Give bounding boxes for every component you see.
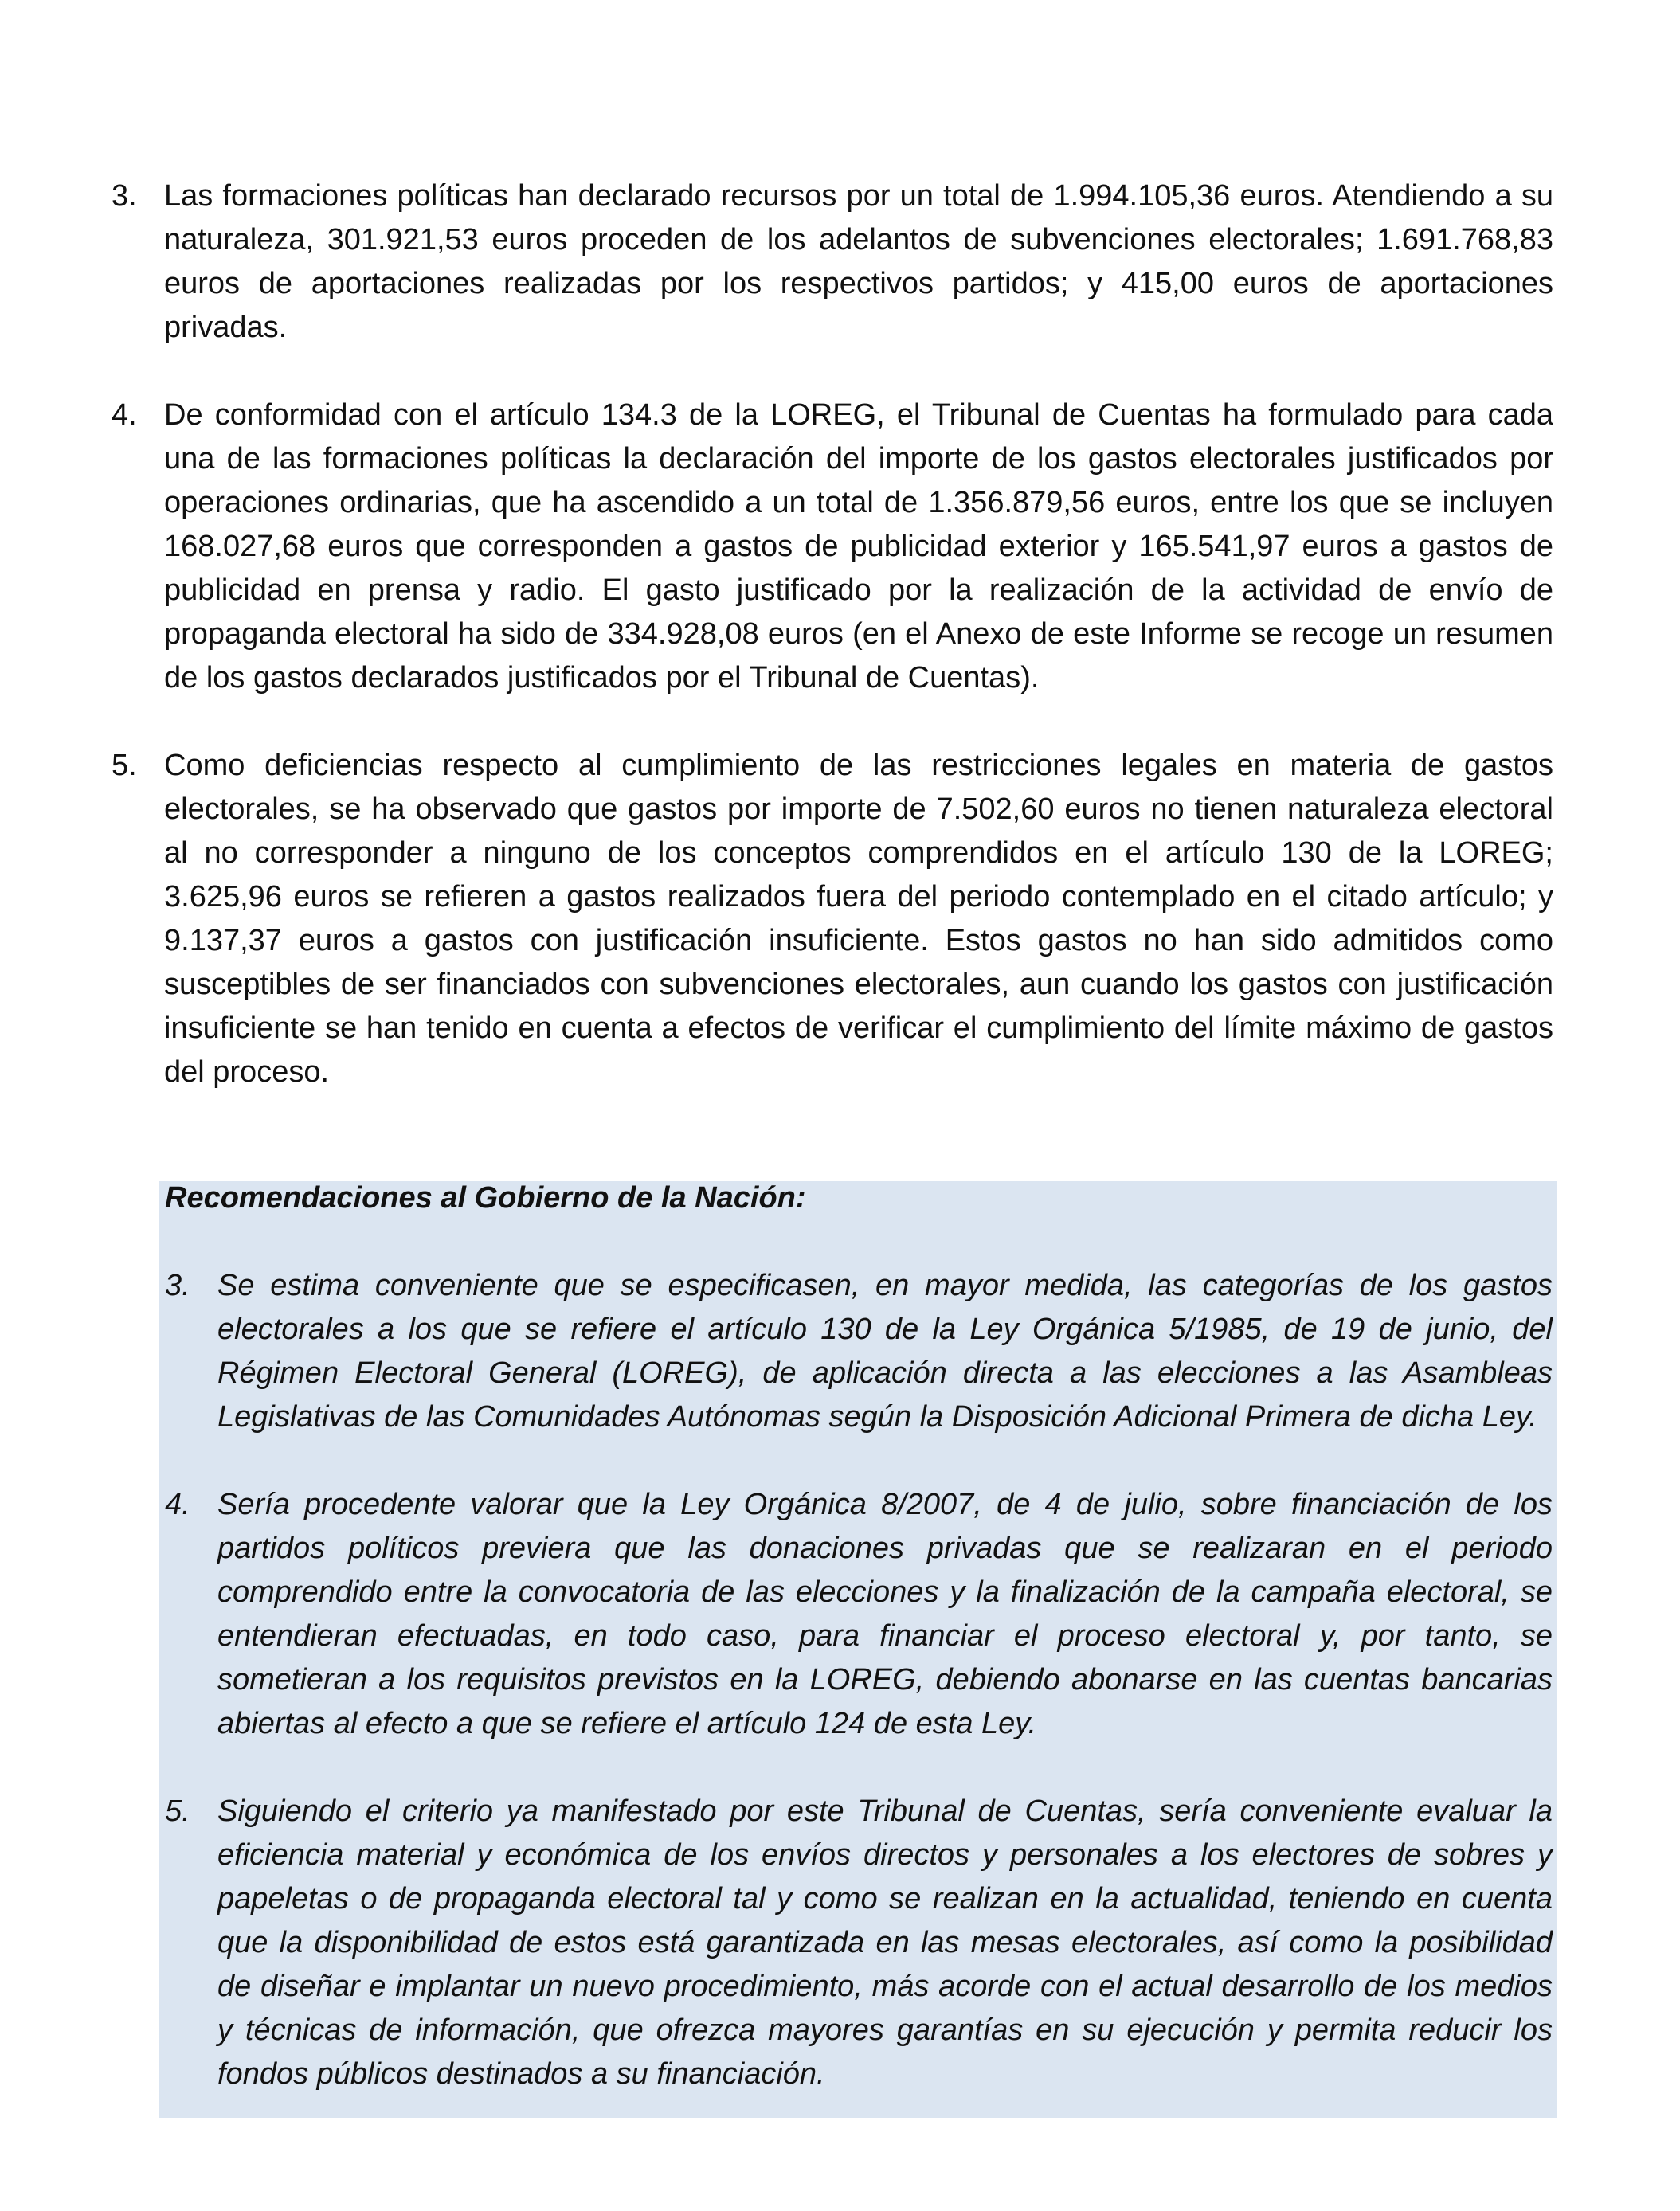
recommendation-item-5 xyxy=(165,1790,1553,2096)
recommendation-text: Sería procedente valorar que la Ley Orgánica 8/2007, de 4 de julio, sobre financiación de los partidos políticos previera que las donaciones privadas que se realizaran en el periodo comprendido entre la convocatoria de las elecciones y la finalización de la campaña electoral, se entendieran efectuadas, en todo caso, para financiar el proceso electoral y, por tanto, se sometieran a los requisitos previstos en la LOREG, debiendo abonarse en las cuentas bancarias abiertas al efecto a que se refiere el artículo 124 de esta Ley. xyxy=(217,1488,1553,1740)
finding-text: Las formaciones políticas han declarado recursos por un total de 1.994.105,36 euros. Atendiendo a su naturaleza, 301.921,53 euros proceden de los adelantos de subvenciones electorales; 1.691.768,83 euros de aportaciones realizadas por los respectivos partidos; y 415,00 euros de aportaciones privadas. xyxy=(164,179,1553,344)
recommendation-text: Siguiendo el criterio ya manifestado por este Tribunal de Cuentas, sería conveniente evaluar la eficiencia material y económica de los envíos directos y personales a los electores de sobres y papeletas o de propaganda electoral tal y como se realizan en la actualidad, teniendo en cuenta que la disponibilidad de estos está garantizada en las mesas electorales, así como la posibilidad de diseñar e implantar un nuevo procedimiento, más acorde con el actual desarrollo de los medios y técnicas de información, que ofrezca mayores garantías en su ejecución y permita reducir los fondos públicos destinados a su financiación. xyxy=(217,1794,1553,2091)
recommendation-number: 4. xyxy=(165,1488,190,1521)
recommendation-number: 5. xyxy=(165,1794,190,1828)
recommendation-number: 3. xyxy=(165,1269,190,1302)
recommendations-list xyxy=(165,1264,1553,2140)
finding-text: Como deficiencias respecto al cumplimiento de las restricciones legales en materia de gastos electorales, se ha observado que gastos por importe de 7.502,60 euros no tienen naturaleza electoral al no corresponder a ninguno de los conceptos comprendidos en el artículo 130 de la LOREG; 3.625,96 euros se refieren a gastos realizados fuera del periodo contemplado en el citado artículo; y 9.137,37 euros a gastos con justificación insuficiente. Estos gastos no han sido admitidos como susceptibles de ser financiados con subvenciones electorales, aun cuando los gastos con justificación insuficiente se han tenido en cuenta a efectos de verificar el cumplimiento del límite máximo de gastos del proceso. xyxy=(164,749,1553,1089)
finding-item-3 xyxy=(112,174,1553,350)
findings-list xyxy=(112,174,1553,1138)
recommendation-item-4 xyxy=(165,1483,1553,1746)
recommendations-title: Recomendaciones al Gobierno de la Nación: xyxy=(165,1181,806,1215)
finding-item-4 xyxy=(112,393,1553,700)
finding-text: De conformidad con el artículo 134.3 de la LOREG, el Tribunal de Cuentas ha formulado para cada una de las formaciones políticas la declaración del importe de los gastos electorales justificados por operaciones ordinarias, que ha ascendido a un total de 1.356.879,56 euros, entre los que se incluyen 168.027,68 euros que corresponden a gastos de publicidad exterior y 165.541,97 euros a gastos de publicidad en prensa y radio. El gasto justificado por la realización de la actividad de envío de propaganda electoral ha sido de 334.928,08 euros (en el Anexo de este Informe se recoge un resumen de los gastos declarados justificados por el Tribunal de Cuentas). xyxy=(164,398,1553,695)
finding-number: 3. xyxy=(112,179,137,213)
finding-number: 5. xyxy=(112,749,137,782)
finding-item-5 xyxy=(112,744,1553,1094)
recommendation-item-3 xyxy=(165,1264,1553,1439)
recommendation-text: Se estima conveniente que se especificasen, en mayor medida, las categorías de los gastos electorales a los que se refiere el artículo 130 de la Ley Orgánica 5/1985, de 19 de junio, del Régimen Electoral General (LOREG), de aplicación directa a las elecciones a las Asambleas Legislativas de las Comunidades Autónomas según la Disposición Adicional Primera de dicha Ley. xyxy=(217,1269,1553,1434)
finding-number: 4. xyxy=(112,398,137,432)
